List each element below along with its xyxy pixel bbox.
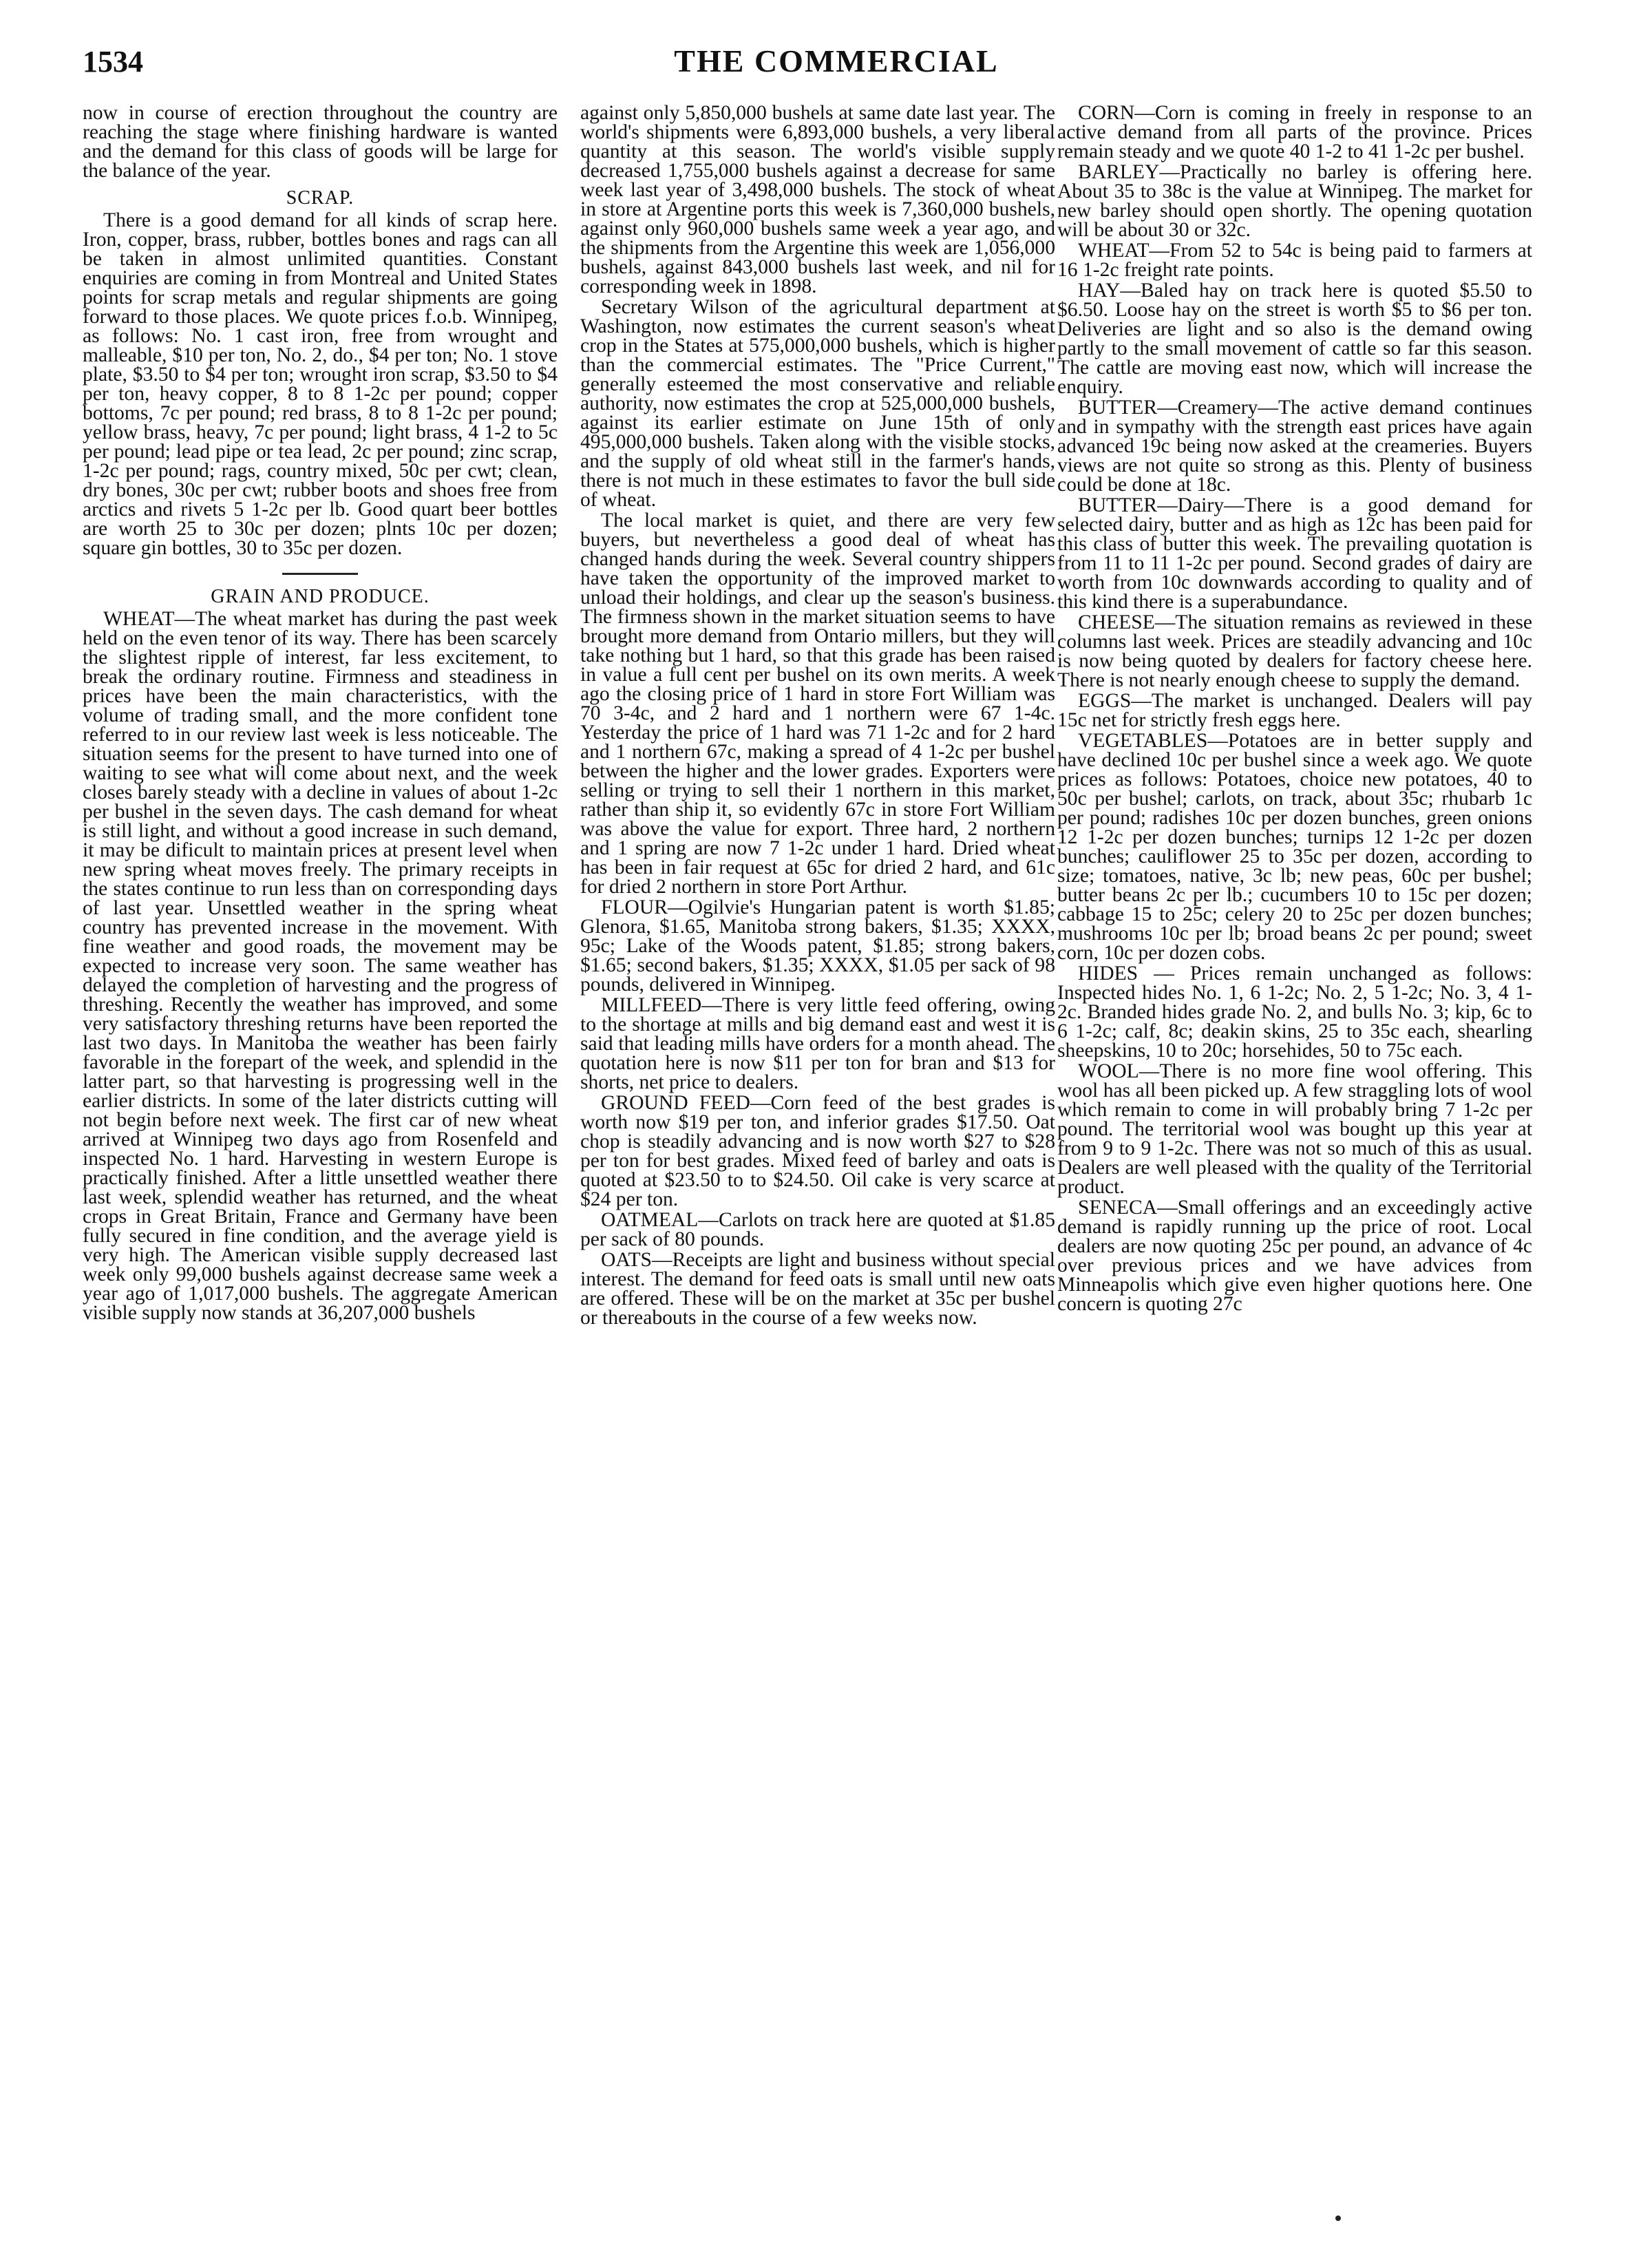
page-header (83, 36, 1590, 98)
paragraph-wheat-farmers: WHEAT—From 52 to 54c is being paid to farmers at 16 1-2c freight rate points. (1057, 240, 1532, 281)
paragraph-oats: OATS—Receipts are light and business without special interest. The demand for feed oats is small until new oats are offered. These will be on the market at 35c per bushel or thereabouts in the course of a few weeks now. (580, 1249, 1055, 1329)
paragraph-scrap: There is a good demand for all kinds of scrap here. Iron, copper, brass, rubber, bottles bones and rags can all be taken in almost unlimited quantities. Constant enquiries are coming in from Montreal and United States points for scrap metals and regular shipments are going forward to those places. We quote prices f.o.b. Winnipeg, as follows: No. 1 cast iron, free from wrought and malleable, $10 per ton, No. 2, do., $4 per ton; No. 1 stove plate, $3.50 to $4 per ton; wrought iron scrap, $3.50 to $4 per ton, heavy copper, 8 to 8 1-2c per pound; copper bottoms, 7c per pound; red brass, 8 to 8 1-2c per pound; yellow brass, heavy, 7c per pound; light brass, 4 1-2 to 5c per pound; lead pipe or tea lead, 2c per pound; zinc scrap, 1-2c per pound; rags, country mixed, 50c per cwt; clean, dry bones, 30c per cwt; rubber boots and shoes free from arctics and rivets 5 1-2c per lb. Good quart beer bottles are worth 25 to 30c per dozen; plnts 10c per dozen; square gin bottles, 30 to 35c per dozen. (83, 209, 558, 559)
paragraph-hides: HIDES — Prices remain unchanged as follows: Inspected hides No. 1, 6 1-2c; No. 2, 5 1-2c; No. 3, 4 1-2c. Branded hides grade No. 2, and bulls No. 3; kip, 6c to 6 1-2c; calf, 8c; deakin skins, 25 to 35c each, shearling sheepskins, 10 to 20c; horsehides, 50 to 75c each. (1057, 962, 1532, 1062)
paragraph-eggs: EGGS—The market is unchanged. Dealers will pay 15c net for strictly fresh eggs here. (1057, 690, 1532, 731)
paragraph-ground-feed: GROUND FEED—Corn feed of the best grades is worth now $19 per ton, and inferior grades $17.50. Oat chop is steadily advancing and is now worth $27 to $28 per ton for best grades. Mixed feed of barley and oats is quoted at $23.50 to to $24.50. Oil cake is very scarce at $24 per ton. (580, 1092, 1055, 1210)
paragraph-hay: HAY—Baled hay on track here is quoted $5.50 to $6.50. Loose hay on the street is worth $5 to $6 per ton. Deliveries are light and so also is the demand owing partly to the small movement of cattle so far this season. The cattle are moving east now, which will increase the enquiry. (1057, 280, 1532, 398)
paragraph-corn: CORN—Corn is coming in freely in response to an active demand from all parts of the province. Prices remain steady and we quote 40 1-2 to 41 1-2c per bushel. (1057, 102, 1532, 162)
paragraph-crop-estimates: Secretary Wilson of the agricultural department at Washington, now estimates the current season's wheat crop in the States at 575,000,000 bushels, which is higher than the commercial estimates. The "Price Current," generally esteemed the most conservative and reliable authority, now estimates the crop at 525,000,000 bushels, against its earlier estimate on June 15th of only 495,000,000 bushels. Taken along with the visible stocks, and the supply of old wheat still in the farmer's hands, there is not much in these estimates to favor the bull side of wheat. (580, 296, 1055, 511)
column-left (83, 103, 558, 1324)
paragraph-vegetables: VEGETABLES—Potatoes are in better supply and have declined 10c per bushel since a week ago. We quote prices as follows: Potatoes, choice new potatoes, 40 to 50c per bushel; carlots, on track, about 35c; rhubarb 1c per pound; radishes 10c per dozen bunches, green onions 12 1-2c per dozen bunches; turnips 12 1-2c per dozen bunches; cauliflower 25 to 35c per dozen, according to size; tomatoes, native, 3c lb; new peas, 60c per bushel; butter beans 2c per lb.; cucumbers 10 to 15c per dozen; cabbage 15 to 25c; celery 20 to 25c per dozen bunches; mushrooms 10c per lb; broad beans 2c per pound; sweet corn, 10c per dozen cobs. (1057, 730, 1532, 964)
publication-title: THE COMMERCIAL (674, 43, 999, 78)
column-middle (580, 103, 1055, 1329)
paragraph-seneca: SENECA—Small offerings and an exceedingly active demand is rapidly running up the price of root. Local dealers are now quoting 25c per pound, an advance of 4c over previous prices and we have advices from Minneapolis which give even higher quotions here. One concern is quoting 27c (1057, 1197, 1532, 1315)
paragraph-world-shipments: against only 5,850,000 bushels at same date last year. The world's shipments were 6,893,000 bushels, a very liberal quantity at this season. The world's visible supply decreased 1,755,000 bushels against a decrease for same week last year of 3,498,000 bushels. The stock of wheat in store at Argentine ports this week is 7,360,000 bushels, against only 960,000 bushels same week a year ago, and the shipments from the Argentine this week are 1,056,000 bushels, against 843,000 bushels last week, and nil for corresponding week in 1898. (580, 102, 1055, 297)
paragraph-wheat-market: WHEAT—The wheat market has during the past week held on the even tenor of its way. There has been scarcely the slightest ripple of interest, far less excitement, to break the ordinary routine. Firmness and steadiness in prices have been the main characteristics, with the volume of trading small, and the more confident tone referred to in our review last week is less noticeable. The situation seems for the present to have turned into one of waiting to see what will come about next, and the week closes barely steady with a decline in values of about 1-2c per bushel in the seven days. The cash demand for wheat is still light, and without a good increase in such demand, it may be dificult to maintain prices at present level when new spring wheat moves freely. The primary receipts in the states continue to run less than on corresponding days of last year. Unsettled weather in the spring wheat country has prevented increase in the movement. With fine weather and good roads, the movement may be expected to increase very soon. The same weather has delayed the completion of harvesting and the progress of threshing. Recently the weather has improved, and some very satisfactory threshing returns have been reported the last two days. In Manitoba the weather has been fairly favorable in the forepart of the week, and splendid in the latter part, so that harvesting is progressing well in the earlier districts. In some of the later districts cutting will not begin before next week. The first car of new wheat arrived at Winnipeg two days ago from Rosenfeld and inspected No. 1 hard. Harvesting in western Europe is practically finished. After a little unsettled weather there last week, splendid weather has returned, and the wheat crops in Great Britain, France and Germany have been fully secured in fine condition, and the average yield is very high. The American visible supply decreased last week only 99,000 bushels against decrease same week a year ago of 1,017,000 bushels. The aggregate American visible supply now stands at 36,207,000 bushels (83, 608, 558, 1324)
paragraph-hardware-continued: now in course of erection throughout the country are reaching the stage where finishing hardware is wanted and the demand for this class of goods will be large for the balance of the year. (83, 102, 558, 182)
section-divider (282, 573, 358, 575)
page-number: 1534 (83, 45, 143, 78)
section-heading-scrap: SCRAP. (286, 187, 354, 209)
paragraph-millfeed: MILLFEED—There is very little feed offering, owing to the shortage at mills and big demand east and west it is said that leading mills have orders for a month ahead. The quotation here is now $11 per ton for bran and $13 for shorts, net price to dealers. (580, 994, 1055, 1093)
column-right (1057, 103, 1532, 1315)
paragraph-oatmeal: OATMEAL—Carlots on track here are quoted at $1.85 per sack of 80 pounds. (580, 1209, 1055, 1250)
paragraph-flour: FLOUR—Ogilvie's Hungarian patent is worth $1.85; Glenora, $1.65, Manitoba strong bakers, $1.35; XXXX, 95c; Lake of the Woods patent, $1.85; strong bakers, $1.65; second bakers, $1.35; XXXX, $1.05 per sack of 98 pounds, delivered in Winnipeg. (580, 896, 1055, 996)
paragraph-butter-dairy: BUTTER—Dairy—There is a good demand for selected dairy, butter and as high as 12c has been paid for this class of butter this week. The prevailing quotation is from 11 to 11 1-2c per pound. Second grades of dairy are worth from 10c downwards according to quality and of this kind there is a superabundance. (1057, 494, 1532, 613)
paragraph-local-market: The local market is quiet, and there are very few buyers, but nevertheless a good deal of wheat has changed hands during the week. Several country shippers have taken the opportunity of the improved market to unload their holdings, and clear up the season's business. The firmness shown in the market situation seems to have brought more demand from Ontario millers, but they will take nothing but 1 hard, so that this grade has been raised in value a full cent per bushel on its own merits. A week ago the closing price of 1 hard in store Fort William was 70 3-4c, and 2 hard and 1 northern were 67 1-4c. Yesterday the price of 1 hard was 71 1-2c and for 2 hard and 1 northern 67c, making a spread of 4 1-2c per bushel between the higher and the lower grades. Exporters were selling or trying to sell their 1 northern in this market, rather than ship it, so evidently 67c in store Fort William was above the value for export. Three hard, 2 northern and 1 spring are now 7 1-2c under 1 hard. Dried wheat has been in fair request at 65c for dried 2 hard, and 61c for dried 2 northern in store Port Arthur. (580, 509, 1055, 898)
print-mark-dot (1335, 2216, 1341, 2221)
paragraph-wool: WOOL—There is no more fine wool offering. This wool has all been picked up. A few straggling lots of wool which remain to come in will probably bring 7 1-2c per pound. The territorial wool was bought up this year at from 9 to 9 1-2c. There was not so much of this as usual. Dealers are well pleased with the quality of the Territorial product. (1057, 1060, 1532, 1198)
section-heading-grain-produce: GRAIN AND PRODUCE. (211, 586, 430, 607)
paragraph-butter-creamery: BUTTER—Creamery—The active demand continues and in sympathy with the strength east prices have again advanced 19c being now asked at the creameries. Buyers views are not quite so strong as this. Plenty of business could be done at 18c. (1057, 397, 1532, 496)
paragraph-cheese: CHEESE—The situation remains as reviewed in these columns last week. Prices are steadily advancing and 10c is now being quoted by dealers for factory cheese here. There is not nearly enough cheese to supply the demand. (1057, 611, 1532, 691)
paragraph-barley: BARLEY—Practically no barley is offering here. About 35 to 38c is the value at Winnipeg. The market for new barley should open shortly. The opening quotation will be about 30 or 32c. (1057, 161, 1532, 241)
